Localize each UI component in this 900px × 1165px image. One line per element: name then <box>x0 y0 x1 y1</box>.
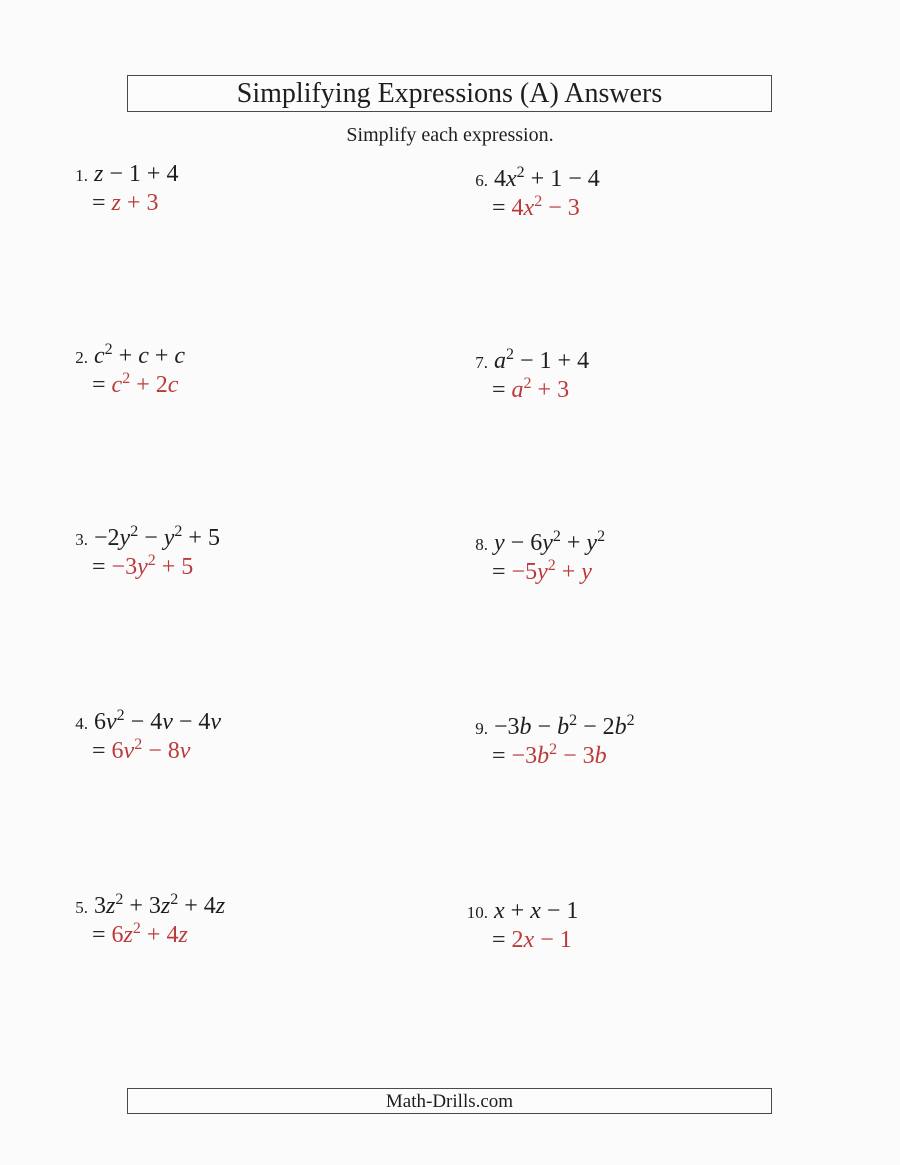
problem-number: 9. <box>475 719 488 738</box>
problem-expression: $c^2 + c + c$ <box>94 341 186 369</box>
problem-expression: z − 1 + 4 <box>94 161 179 187</box>
equals-sign: = <box>492 377 506 403</box>
problem-expression: $6v^2 - 4v - 4v$ <box>94 707 222 735</box>
problem-expression: $-2y^2 - y^2 + 5$ <box>94 523 220 551</box>
problem-number: 2. <box>75 348 88 367</box>
answer-expression: $-3y^2 + 5$ <box>111 552 194 580</box>
problem-expression-line <box>458 347 589 377</box>
problem-answer-line <box>92 371 185 399</box>
problem-number: 10. <box>466 903 488 922</box>
problem-number: 4. <box>75 714 88 733</box>
problem-expression-line <box>458 713 635 743</box>
answer-expression: $-3b^2 - 3b$ <box>511 741 607 769</box>
problem <box>458 529 605 586</box>
problem <box>58 342 185 399</box>
equals-sign: = <box>492 927 506 953</box>
problem-expression-line <box>58 160 178 190</box>
problem-expression-line <box>58 342 185 372</box>
problem-expression: $4x^2 + 1 - 4$ <box>494 164 600 192</box>
page-title: Simplifying Expressions (A) Answers <box>236 78 663 109</box>
problem-answer-line <box>492 376 589 404</box>
equals-sign: = <box>492 195 506 221</box>
problem-expression-line <box>58 524 220 554</box>
equals-sign: = <box>92 554 106 580</box>
problem-number: 7. <box>475 353 488 372</box>
problem <box>58 892 225 949</box>
problem-number: 5. <box>75 898 88 917</box>
answer-expression: $a^2 + 3$ <box>511 375 570 403</box>
equals-sign: = <box>492 559 506 585</box>
problem <box>58 160 178 217</box>
problem-expression-line <box>58 892 225 922</box>
problem-expression-line <box>458 897 578 927</box>
equals-sign: = <box>92 922 106 948</box>
answer-expression: $4x^2 - 3$ <box>511 193 580 221</box>
problem-answer-line <box>92 921 225 949</box>
problem-answer-line <box>92 737 221 765</box>
answer-expression: 2x − 1 <box>511 927 572 953</box>
problem-expression: $-3b - b^2 - 2b^2$ <box>494 712 635 740</box>
problem-number: 1. <box>75 166 88 185</box>
answer-expression: $-5y^2 + y$ <box>511 557 592 585</box>
equals-sign: = <box>92 190 106 216</box>
problem-expression-line <box>58 708 221 738</box>
problem <box>58 708 221 765</box>
footer-brand: Math-Drills.com <box>385 1091 514 1112</box>
problem <box>58 524 220 581</box>
problem <box>458 713 635 770</box>
problem <box>458 897 578 954</box>
problem-number: 3. <box>75 530 88 549</box>
footer-box <box>127 1088 772 1114</box>
problem <box>458 347 589 404</box>
problem-number: 6. <box>475 171 488 190</box>
problem-answer-line <box>492 926 578 954</box>
answer-expression: $c^2 + 2c$ <box>111 370 179 398</box>
answer-expression: z + 3 <box>111 190 159 216</box>
problem-answer-line <box>492 558 605 586</box>
problem-answer-line <box>92 189 178 217</box>
problem-answer-line <box>92 553 220 581</box>
problem-expression-line <box>458 529 605 559</box>
answer-expression: $6z^2 + 4z$ <box>111 920 188 948</box>
problem-expression: $3z^2 + 3z^2 + 4z$ <box>94 891 226 919</box>
equals-sign: = <box>492 743 506 769</box>
answer-expression: $6v^2 - 8v$ <box>111 736 191 764</box>
problem-answer-line <box>492 742 635 770</box>
problem-expression-line <box>458 165 600 195</box>
problem <box>458 165 600 222</box>
problem-expression: $a^2 - 1 + 4$ <box>494 346 590 374</box>
problem-number: 8. <box>475 535 488 554</box>
equals-sign: = <box>92 372 106 398</box>
problem-answer-line <box>492 194 600 222</box>
problem-expression: x + x − 1 <box>494 898 579 924</box>
equals-sign: = <box>92 738 106 764</box>
instructions: Simplify each expression. <box>346 124 554 146</box>
problem-expression: $y - 6y^2 + y^2$ <box>494 528 606 556</box>
